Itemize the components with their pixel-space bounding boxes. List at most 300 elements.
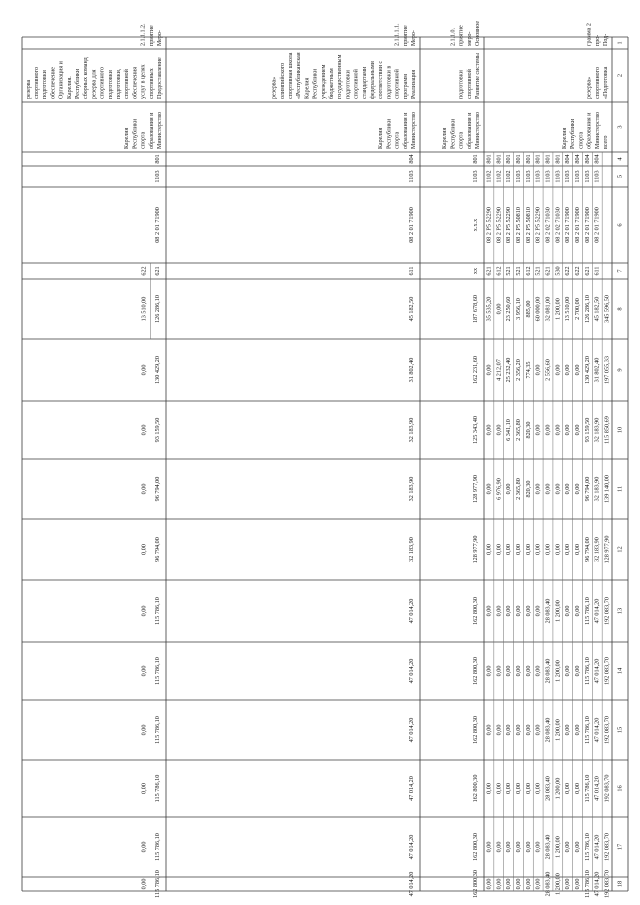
cell-text-col2: Организация и xyxy=(58,61,65,99)
cell-value: 28 083,40 xyxy=(544,717,552,743)
cell-value: 08 2 P5 52290 xyxy=(485,207,493,243)
cell-value: 45 182,50 xyxy=(407,296,415,322)
cell-value: 192 083,70 xyxy=(603,597,611,625)
cell-value: 47 014,20 xyxy=(407,776,415,801)
cell-value: 622 xyxy=(564,266,572,276)
cell-text-col1: Основное xyxy=(475,21,481,46)
cell-value: 801 xyxy=(544,154,552,164)
cell-value: 115 786,10 xyxy=(583,774,591,803)
cell-value: 08 2 01 71900 xyxy=(153,207,161,243)
cell-value: 0,00 xyxy=(514,544,522,555)
cell-value: 187 678,60 xyxy=(471,295,479,323)
column-number-10: 10 xyxy=(616,426,624,434)
cell-value: 0,00 xyxy=(574,605,582,617)
cell-value: 192 083,70 xyxy=(603,870,611,898)
cell-value: 93 159,50 xyxy=(153,417,161,443)
cell-value: 0,00 xyxy=(485,605,493,617)
cell-value: 08 2 01 71900 xyxy=(574,207,582,243)
cell-text-col2: подготовки xyxy=(42,70,49,99)
cell-value: 08 2 02 71030 xyxy=(554,207,562,243)
cell-text-col3: спорта xyxy=(394,131,401,149)
cell-value: 345 596,50 xyxy=(603,295,611,323)
cell-text-col2: спортивной xyxy=(353,69,360,99)
cell-value: 521 xyxy=(514,266,522,276)
cell-text-col2: резерва» xyxy=(271,76,278,99)
cell-value: 162 800,30 xyxy=(471,657,479,685)
cell-value: 0,00 xyxy=(485,878,493,890)
cell-value: 0,00 xyxy=(505,544,513,555)
cell-value: хх xyxy=(471,267,479,275)
cell-value: 192 083,70 xyxy=(603,716,611,744)
cell-value: 130 429,20 xyxy=(583,356,591,384)
cell-value: 08 2 01 71900 xyxy=(583,207,591,243)
cell-value: 162 800,30 xyxy=(471,716,479,744)
cell-value: 115 786,10 xyxy=(153,657,161,685)
cell-value: 28 083,40 xyxy=(544,658,552,684)
cell-value: 2 700,00 xyxy=(574,298,582,320)
column-number-11: 11 xyxy=(616,485,624,493)
cell-text-col3: спорта xyxy=(458,131,465,149)
cell-value: 115 786,10 xyxy=(583,833,591,861)
cell-value: 08 2 P5 50810 xyxy=(514,207,522,243)
cell-value: 0,00 xyxy=(514,783,522,794)
cell-text-col3: Карелия xyxy=(124,127,131,149)
cell-text-col2: спортивного xyxy=(594,67,601,99)
column-number-7: 7 xyxy=(616,269,624,273)
cell-value: 32 183,90 xyxy=(593,417,601,443)
cell-value: 0,00 xyxy=(564,724,572,736)
cell-value: 801 xyxy=(524,154,532,164)
column-number-17: 17 xyxy=(616,843,624,851)
cell-value: 0,00 xyxy=(485,841,493,853)
cell-text-col2: Реализация xyxy=(411,69,417,99)
cell-value: 0,00 xyxy=(514,724,522,736)
cell-value: 0,00 xyxy=(495,665,503,677)
cell-value: 0,00 xyxy=(564,783,572,794)
cell-text-col2: резерва» xyxy=(586,76,593,99)
cell-text-col3: спорта xyxy=(140,131,147,149)
cell-value: 0,00 xyxy=(574,424,582,436)
cell-value: 0,00 xyxy=(140,364,148,376)
cell-value: 0,00 xyxy=(564,878,572,890)
cell-value: 0,00 xyxy=(514,841,522,853)
cell-value: 801 xyxy=(534,154,542,164)
cell-value: 47 014,20 xyxy=(407,834,415,860)
cell-value: 0,00 xyxy=(574,724,582,736)
column-number-16: 16 xyxy=(616,785,624,792)
cell-value: 0,00 xyxy=(505,878,513,890)
cell-value: 47 014,20 xyxy=(407,871,415,897)
cell-text-col2: бюджетным xyxy=(329,68,335,99)
cell-value: 611 xyxy=(407,266,415,276)
cell-value: 32 183,90 xyxy=(407,537,415,562)
cell-value: 162 231,60 xyxy=(471,356,479,384)
cell-text-col2: государственным xyxy=(337,54,344,99)
column-number-12: 12 xyxy=(616,546,624,553)
cell-value: 801 xyxy=(554,154,562,164)
cell-value: 2 356,20 xyxy=(514,359,522,381)
cell-text-col3: образования и xyxy=(466,112,473,149)
cell-value: 0,00 xyxy=(554,544,562,555)
cell-value: 32 183,90 xyxy=(407,417,415,443)
cell-value: 96 794,00 xyxy=(153,537,161,562)
cell-value: 0,00 xyxy=(524,783,532,794)
cell-value: 0,00 xyxy=(534,424,542,436)
cell-value: 0,00 xyxy=(534,483,542,495)
cell-text-col1: приятие xyxy=(458,25,465,46)
cell-text-col3: Министерство xyxy=(475,112,481,149)
cell-value: 08 2 01 71900 xyxy=(407,207,415,243)
cell-value: 197 055,33 xyxy=(603,356,611,384)
cell-value: 0,00 xyxy=(574,841,582,853)
cell-value: 32 183,90 xyxy=(593,476,601,502)
cell-value: 0,00 xyxy=(485,483,493,495)
cell-value: 32 183,90 xyxy=(593,537,601,562)
cell-text-col2: федеральными xyxy=(370,61,376,99)
cell-value: 47 014,20 xyxy=(593,598,601,624)
cell-value: 47 014,20 xyxy=(593,834,601,860)
cell-value: 115 786,10 xyxy=(583,870,591,898)
cell-value: 08 2 01 71900 xyxy=(564,207,572,243)
cell-value: 0,00 xyxy=(495,605,503,617)
cell-value: 2 365,80 xyxy=(514,419,522,441)
cell-value: 820,30 xyxy=(524,480,532,498)
column-number-9: 9 xyxy=(616,368,624,372)
cell-value: 0,00 xyxy=(495,303,503,315)
cell-text-col1: Под- xyxy=(603,33,609,46)
cell-value: 0,00 xyxy=(554,424,562,436)
cell-value: 0,00 xyxy=(544,424,552,436)
cell-value: 96 794,00 xyxy=(583,476,591,502)
cell-text-col1: Меро- xyxy=(411,30,417,46)
cell-value: 0,00 xyxy=(544,483,552,495)
cell-text-col1: 2.1.1.1.1. xyxy=(394,23,401,46)
cell-value: 0,00 xyxy=(514,605,522,617)
cell-value: 2 365,80 xyxy=(514,478,522,500)
cell-text-col3: Министерство xyxy=(157,112,163,149)
cell-text-col2: Республики xyxy=(75,68,81,99)
cell-value: 0,00 xyxy=(505,665,513,677)
column-number-5: 5 xyxy=(616,174,624,179)
cell-text-col2: учреждением xyxy=(320,64,327,99)
cell-value: 1103 xyxy=(534,170,542,183)
cell-value: 0,00 xyxy=(524,724,532,736)
cell-value: 47 014,20 xyxy=(593,776,601,801)
cell-value: 1103 xyxy=(407,170,415,183)
cell-text-col3: Республики xyxy=(450,118,457,149)
cell-text-col2: программ xyxy=(402,74,409,99)
cell-text-col2: соответствии с xyxy=(378,60,385,99)
cell-value: 1102 xyxy=(495,170,503,183)
cell-value: 1 200,00 xyxy=(554,600,562,622)
cell-value: 0,00 xyxy=(140,605,148,617)
cell-value: 0,00 xyxy=(505,483,513,495)
column-number-15: 15 xyxy=(616,726,624,734)
cell-value: 0,00 xyxy=(505,783,513,794)
cell-value: 801 xyxy=(471,154,479,164)
cell-value: 47 014,20 xyxy=(593,658,601,684)
cell-value: 0,00 xyxy=(564,544,572,555)
cell-value: 1 200,00 xyxy=(554,660,562,682)
cell-value: 13 510,00 xyxy=(140,296,148,322)
cell-value: 1103 xyxy=(153,170,161,183)
cell-value: 0,00 xyxy=(574,483,582,495)
cell-value: 125 343,40 xyxy=(471,416,479,444)
cell-value: 0,00 xyxy=(574,544,582,555)
cell-value: 47 014,20 xyxy=(407,658,415,684)
cell-value: 0,00 xyxy=(485,544,493,555)
cell-value: 32 183,90 xyxy=(407,476,415,502)
cell-text-col3: Министерство xyxy=(411,112,417,149)
column-number-18: 18 xyxy=(616,880,624,888)
cell-value: 93 159,50 xyxy=(583,417,591,443)
cell-value: 08 2 P5 50810 xyxy=(524,207,532,243)
cell-value: 621 xyxy=(544,266,552,276)
cell-value: 0,00 xyxy=(524,544,532,555)
cell-text-col2: Предоставление xyxy=(157,57,163,99)
cell-value: 801 xyxy=(485,154,493,164)
cell-value: 1103 xyxy=(583,170,591,183)
column-number-13: 13 xyxy=(616,607,624,615)
cell-value: 0,00 xyxy=(514,878,522,890)
cell-value: 28 083,40 xyxy=(544,834,552,860)
cell-value: 128 977,90 xyxy=(471,535,479,564)
cell-value: 0,00 xyxy=(534,544,542,555)
cell-value: 0,00 xyxy=(534,364,542,376)
cell-value: 126 286,10 xyxy=(153,295,161,323)
cell-value: 521 xyxy=(534,266,542,276)
cell-text-col1: меро- xyxy=(466,31,473,46)
cell-value: 622 xyxy=(140,266,148,276)
cell-value: 28 083,40 xyxy=(544,598,552,624)
cell-value: 1 200,00 xyxy=(554,777,562,800)
cell-value: 0,00 xyxy=(485,783,493,794)
cell-text-col2: стандартами xyxy=(361,66,368,99)
cell-value: 115 786,10 xyxy=(153,716,161,744)
cell-value: 0,00 xyxy=(564,424,572,436)
cell-value: 621 xyxy=(583,266,591,276)
cell-value: 611 xyxy=(593,266,601,276)
cell-value: 0,00 xyxy=(574,878,582,890)
cell-value: 96 794,00 xyxy=(583,537,591,562)
cell-value: 0,00 xyxy=(534,841,542,853)
cell-value: 1102 xyxy=(505,170,513,183)
cell-value: 47 014,20 xyxy=(407,717,415,743)
cell-text-col2: подготовки xyxy=(458,70,465,99)
cell-value: 1103 xyxy=(471,170,479,183)
cell-text-col2: резерва для xyxy=(91,69,98,99)
cell-value: 0,00 xyxy=(485,364,493,376)
cell-value: 115 786,10 xyxy=(583,657,591,685)
cell-value: 1102 xyxy=(485,170,493,183)
cell-value: 45 182,50 xyxy=(593,296,601,322)
cell-value: 0,00 xyxy=(140,665,148,677)
cell-value: 13 510,00 xyxy=(564,296,572,322)
cell-value: 08 2 01 71900 xyxy=(593,207,601,243)
cell-value: 804 xyxy=(407,154,415,164)
column-number-1: 1 xyxy=(616,41,624,45)
cell-value: 0,00 xyxy=(524,841,532,853)
cell-value: 4 212,07 xyxy=(495,359,503,381)
cell-text-col1: грамма 2 xyxy=(586,23,593,46)
cell-value: 162 800,30 xyxy=(471,870,479,898)
cell-value: 96 794,00 xyxy=(153,476,161,502)
cell-value: 0,00 xyxy=(495,724,503,736)
cell-value: 25 232,40 xyxy=(505,357,513,383)
cell-value: 0,00 xyxy=(564,605,572,617)
cell-text-col2: Развитие системы xyxy=(475,52,481,99)
cell-text-col3: Республики xyxy=(386,118,393,149)
cell-value: 0,00 xyxy=(495,424,503,436)
cell-value: 0,00 xyxy=(505,841,513,853)
cell-value: 1103 xyxy=(554,170,562,183)
cell-text-col2: спортивного xyxy=(99,67,106,99)
cell-value: 35 535,20 xyxy=(485,296,493,322)
cell-value: 115 786,10 xyxy=(153,597,161,625)
cell-value: 192 083,70 xyxy=(603,833,611,861)
cell-text-col2: Карелия xyxy=(304,77,311,99)
cell-text-col3: всего xyxy=(603,135,609,149)
cell-value: 0,00 xyxy=(534,605,542,617)
cell-value: 115 786,10 xyxy=(583,597,591,625)
cell-value: 60 000,00 xyxy=(534,296,542,322)
cell-value: 128 977,90 xyxy=(471,475,479,503)
cell-text-col1: 2.1.1.0. xyxy=(450,28,457,46)
cell-text-col3: Республики xyxy=(132,118,139,149)
cell-value: 801 xyxy=(505,154,513,164)
cell-value: 08 2 P5 52290 xyxy=(495,207,503,243)
cell-text-col2: обеспечения xyxy=(132,66,139,99)
cell-text-col2: спортивной xyxy=(124,69,131,99)
cell-value: 0,00 xyxy=(140,483,148,495)
column-number-2: 2 xyxy=(616,73,624,78)
cell-value: 0,00 xyxy=(544,544,552,555)
cell-value: 1103 xyxy=(574,170,582,183)
cell-value: 47 014,20 xyxy=(407,598,415,624)
cell-value: 1 200,00 xyxy=(554,719,562,741)
cell-text-col2: спортивного xyxy=(34,67,40,99)
cell-value: 0,00 xyxy=(140,424,148,436)
cell-value: 1103 xyxy=(544,170,552,183)
cell-value: 0,00 xyxy=(524,665,532,677)
cell-value: 0,00 xyxy=(505,605,513,617)
cell-value: 0,00 xyxy=(140,841,148,853)
cell-text-col3: Карелия xyxy=(562,127,568,149)
cell-value: 0,00 xyxy=(140,878,148,890)
column-number-6: 6 xyxy=(616,223,624,227)
cell-value: 804 xyxy=(583,154,591,164)
cell-value: 1103 xyxy=(593,170,601,183)
cell-value: 192 083,70 xyxy=(603,774,611,803)
cell-value: 801 xyxy=(153,154,161,164)
cell-value: 0,00 xyxy=(534,724,542,736)
cell-value: 3 956,10 xyxy=(514,298,522,320)
column-number-4: 4 xyxy=(616,157,624,161)
cell-value: 0,00 xyxy=(140,724,148,736)
cell-value: 0,00 xyxy=(564,841,572,853)
cell-value: 32 081,00 xyxy=(544,296,552,322)
cell-text-col2: обеспечение xyxy=(50,67,57,99)
cell-value: 1 200,00 xyxy=(554,873,562,895)
cell-text-col2: спортивной xyxy=(466,69,473,99)
cell-text-col2: резерва xyxy=(25,79,32,99)
cell-value: 08 2 02 71030 xyxy=(544,207,552,243)
cell-value: 0,00 xyxy=(524,605,532,617)
cell-text-col1: про- xyxy=(594,34,601,46)
cell-text-col3: Министерство xyxy=(594,112,601,149)
cell-text-col2: «Подготовка xyxy=(603,66,609,99)
cell-value: 0,00 xyxy=(495,783,503,794)
cell-value: 162 800,30 xyxy=(471,774,479,803)
cell-value: 139 140,00 xyxy=(603,475,611,503)
cell-value: 801 xyxy=(514,154,522,164)
cell-text-col2: услуг в целях xyxy=(140,64,147,99)
cell-text-col3: Карелия xyxy=(378,127,385,149)
cell-value: 0,00 xyxy=(514,665,522,677)
cell-value: 0,00 xyxy=(505,724,513,736)
cell-value: 6 341,10 xyxy=(505,419,513,441)
cell-value: 28 083,40 xyxy=(544,871,552,897)
cell-text-col2: подготовки xyxy=(345,70,352,99)
cell-value: 130 429,20 xyxy=(153,356,161,384)
cell-text-col2: подготовки, xyxy=(116,68,122,99)
cell-value: 0,00 xyxy=(554,364,562,376)
cell-text-col3: образования и xyxy=(586,112,593,149)
cell-value: 192 083,70 xyxy=(603,657,611,685)
cell-text-col1: приятие xyxy=(148,25,155,46)
cell-value: 612 xyxy=(495,266,503,276)
cell-value: 162 800,30 xyxy=(471,597,479,625)
cell-text-col3: образования и xyxy=(148,112,155,149)
cell-value: 115 786,10 xyxy=(153,833,161,861)
cell-value: 0,00 xyxy=(574,364,582,376)
cell-value: 0,00 xyxy=(574,783,582,794)
cell-value: 08 2 P5 52290 xyxy=(534,207,542,243)
cell-text-col2: Республики xyxy=(312,68,319,99)
cell-text-col3: Республики xyxy=(570,118,577,149)
cell-value: 31 802,40 xyxy=(593,357,601,383)
cell-value: 0,00 xyxy=(534,878,542,890)
cell-value: 0,00 xyxy=(574,665,582,677)
cell-value: 0,00 xyxy=(485,424,493,436)
cell-value: 128 977,90 xyxy=(603,535,611,564)
cell-value: 162 800,30 xyxy=(471,833,479,861)
cell-value: 0,00 xyxy=(564,364,572,376)
cell-value: 0,00 xyxy=(485,665,493,677)
cell-value: 521 xyxy=(505,266,513,276)
cell-value: 0,00 xyxy=(534,665,542,677)
cell-value: 115 850,69 xyxy=(603,416,611,444)
cell-value: 0,00 xyxy=(554,483,562,495)
cell-value: 1103 xyxy=(564,170,572,183)
cell-value: 1 200,00 xyxy=(554,836,562,858)
cell-value: 622 xyxy=(574,266,582,276)
cell-text-col2: спортивных xyxy=(148,68,155,99)
cell-text-col2: подготовки в xyxy=(386,65,393,99)
cell-text-col2: Карелия. xyxy=(66,76,73,99)
cell-value: 621 xyxy=(485,266,493,276)
cell-value: 0,00 xyxy=(140,544,148,555)
cell-value: 0,00 xyxy=(495,544,503,555)
cell-value: 0,00 xyxy=(485,724,493,736)
cell-value: 804 xyxy=(574,154,582,164)
cell-text-col3: Карелия xyxy=(442,127,449,149)
cell-value: 0,00 xyxy=(495,841,503,853)
cell-value: 885,00 xyxy=(524,300,532,318)
cell-value: 115 786,10 xyxy=(153,870,161,898)
cell-value: 6 976,90 xyxy=(495,478,503,500)
cell-text-col1: 2.1.1.1.2. xyxy=(140,23,147,46)
